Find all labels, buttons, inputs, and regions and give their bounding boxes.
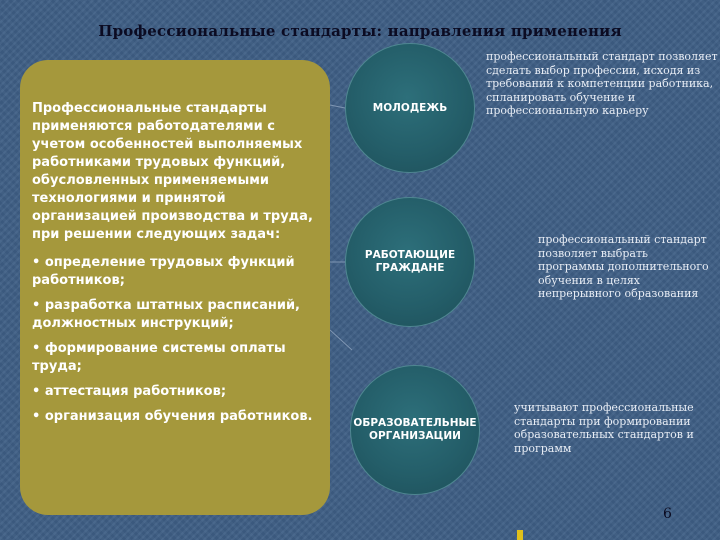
page-number: 6 xyxy=(663,506,672,522)
bullet-item: • определение трудовых функций работников; xyxy=(32,255,295,288)
bullet-item: • аттестация работников; xyxy=(32,384,227,399)
slide-title: Профессиональные стандарты: направления применения xyxy=(98,22,622,40)
circle-working-citizens xyxy=(345,197,475,327)
main-text-box xyxy=(20,60,330,515)
circle-label: МОЛОДЕЖЬ xyxy=(372,101,448,114)
circle-label: РАБОТАЮЩИЕ ГРАЖДАНЕ xyxy=(364,249,456,274)
description-educational-organizations: учитывают профессиональные стандарты при формировании образовательных стандартов и программ xyxy=(514,401,694,455)
bullet-item: • формирование системы оплаты труда; xyxy=(32,341,286,374)
circle-educational-organizations xyxy=(350,365,480,495)
circle-label: ОБРАЗОВАТЕЛЬНЫЕ ОРГАНИЗАЦИИ xyxy=(353,417,477,442)
description-working-citizens: профессиональный стандарт позволяет выбрать программы дополнительного обучения в целях непрерывного образования xyxy=(538,233,709,300)
bullet-item: • разработка штатных расписаний, должностных инструкций; xyxy=(32,298,300,331)
description-youth: профессиональный стандарт позволяет сделать выбор профессии, исходя из требований к компетенции работника, спланировать обучение и профессиональную карьеру xyxy=(486,50,718,117)
intro-text: Профессиональные стандарты применяются работодателями с учетом особенностей выполняемых работниками трудовых функций, обусловленных применяемыми технологиями и принятой организацией производства и труда, при решении следующих задач: xyxy=(32,101,313,242)
bullet-item: • организация обучения работников. xyxy=(32,409,313,424)
yellow-marker xyxy=(517,530,523,540)
circle-youth xyxy=(345,43,475,173)
